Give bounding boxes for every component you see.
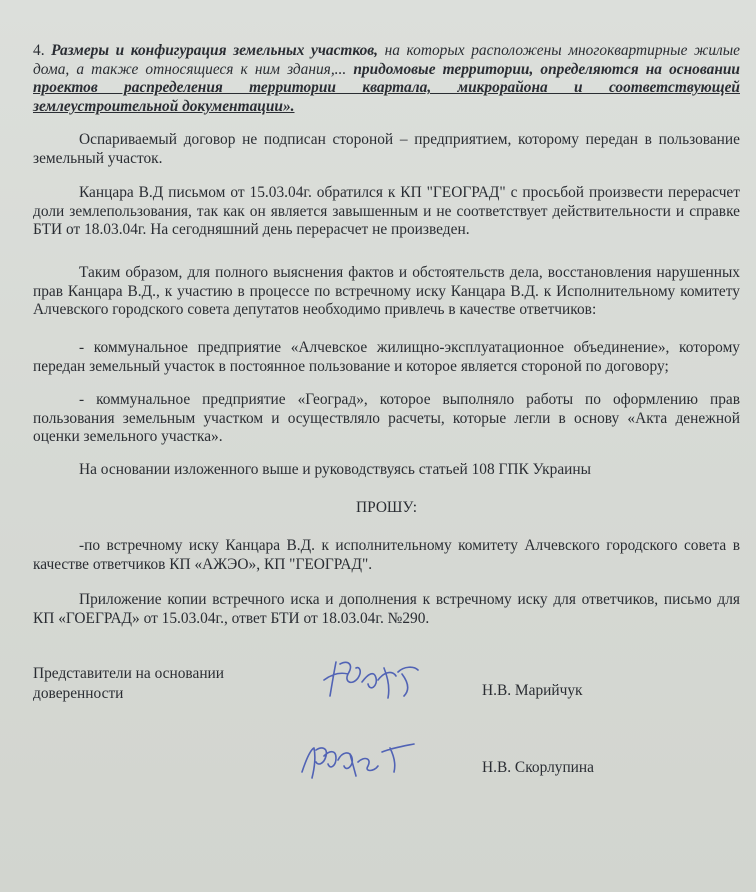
request-heading (33, 499, 740, 518)
signature-1 (318, 652, 428, 702)
item-4-heading: Размеры и конфигурация земельных участков, (51, 42, 379, 59)
representative-name-1: Н.В. Марийчук (482, 682, 583, 699)
paragraph-5-text: - коммунальное предприятие «Геоград», которое выполняло работы по оформлению прав пользования земельным участком и осуществляло расчеты, которые легли в основу «Акта денежной оценки земельного участка». (33, 391, 740, 446)
paragraph-7 (33, 537, 740, 574)
representative-name-2: Н.В. Скорлупина (482, 759, 594, 776)
signature-2 (294, 736, 424, 786)
item-4-paragraph (33, 42, 740, 116)
paragraph-6-text: На основании изложенного выше и руководствуясь статьей 108 ГПК Украины (79, 461, 591, 478)
request-heading-text: ПРОШУ: (355, 499, 418, 516)
paragraph-4-text: - коммунальное предприятие «Алчевское жилищно-эксплуатационное объединение», которому передан земельный участок в постоянное пользование и которое является стороной по договору; (33, 339, 740, 375)
paragraph-4 (33, 339, 740, 376)
item-4-underlined-text: проектов распределения территории квартала, микрорайона и соответствующей землеустроительной документации». (33, 79, 740, 115)
paragraph-3 (33, 264, 740, 320)
paragraph-8-text: Приложение копии встречного иска и дополнения к встречному иску для ответчиков, письмо для КП «ГОЕГРАД» от 15.03.04г., ответ БТИ от 18.03.04г. №290. (33, 591, 740, 627)
item-4-number: 4. (33, 42, 45, 59)
paragraph-1 (33, 131, 740, 168)
paragraph-6 (33, 461, 740, 480)
paragraph-5 (33, 391, 740, 447)
paragraph-2 (33, 184, 740, 240)
paragraph-3-text: Таким образом, для полного выяснения фактов и обстоятельств дела, восстановления нарушенных прав Канцара В.Д., к участию в процессе по встречному иску Канцара В.Д. к Исполнительному комитету Алчевского городского совета депутатов необходимо привлечь в качестве ответчиков: (33, 264, 740, 319)
representatives-label: Представители на основании доверенности (33, 665, 225, 702)
paragraph-7-text: -по встречному иску Канцара В.Д. к исполнительному комитету Алчевского городского совета в качестве ответчиков КП «АЖЭО», КП "ГЕОГРАД". (33, 537, 740, 573)
item-4-text (33, 42, 740, 116)
item-4-italic-text: на которых расположены многоквартирные жилые дома, а также относящиеся к ним здания,... (33, 42, 740, 78)
paragraph-2-text: Канцара В.Д письмом от 15.03.04г. обратился к КП "ГЕОГРАД" с просьбой произвести перерасчет доли землепользования, так как он является завышенным и не соответствует действительности и справке БТИ от 18.03.04г. На сегодняшний день перерасчет не произведен. (33, 184, 740, 239)
paragraph-8 (33, 591, 740, 628)
paragraph-1-text: Оспариваемый договор не подписан стороной – предприятием, которому передан в пользование земельный участок. (33, 131, 740, 167)
item-4-bold-text: придомовые территории, определяются на основании (353, 60, 740, 78)
